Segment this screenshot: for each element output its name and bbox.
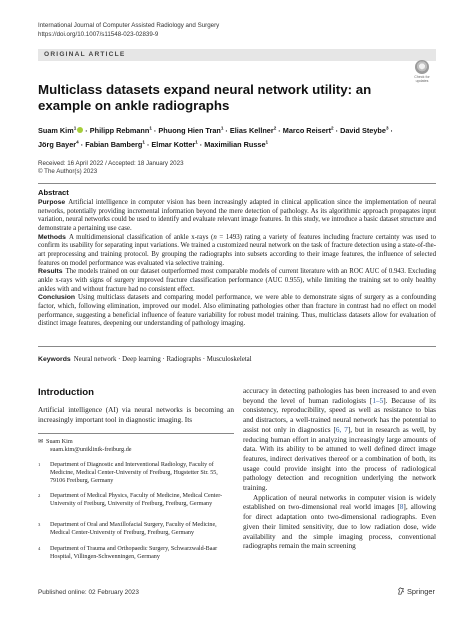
author[interactable]: Suam Kim$^1$ bbox=[38, 126, 83, 135]
affiliation: 4 Department of Trauma and Orthopaedic Surgery, Schwarzwald-Baar Hospital, Villingen-Schwenningen, Germany bbox=[38, 546, 218, 560]
check-updates-icon bbox=[415, 60, 429, 74]
author[interactable]: Maximilian Russe$^1$ bbox=[204, 139, 269, 150]
article-type-bar bbox=[38, 49, 436, 61]
author[interactable]: Elmar Kotter$^1$ bbox=[151, 139, 198, 150]
footnote-divider bbox=[38, 433, 234, 434]
published-online: Published online: 02 February 2023 bbox=[38, 589, 139, 596]
abstract-methods: Methods A multidimensional classification of ankle x-rays (n = 1493) rating a variety of features including fracture certainty was used to confirm its usability for separating input variations. We trained a customized neural network on the task of fracture detection using a state-of-the-art preprocessing and training protocol. By grouping the radiographs into subsets according to their image features, the influence of selected features on model performance was evaluated via selective training. bbox=[38, 233, 436, 267]
abstract-purpose: Purpose Artificial intelligence in computer vision has been increasingly adapted in clinical application since the implementation of neural networks, potentially providing incremental information beyond the mere detection of pathology. As its algorithmic approach propagates input variation, neural networks could be used to identify and evaluate relevant image features. In this study, we introduce a basic dataset structure and demonstrate a pertaining use case. bbox=[38, 199, 436, 232]
springer-horse-icon bbox=[397, 587, 405, 595]
citation-link[interactable]: 8 bbox=[399, 503, 404, 512]
abstract-conclusion: Conclusion Using multiclass datasets and comparing model performance, we were able to demonstrate signs of surgery as a confounding factor, which, following elimination, improved our model. Also eliminating pathologies other than fracture in contrast had no effect on model performance, suggesting a beneficial influence of feature variability for robust model training. Thus, multiclass datasets allow for evaluation of distinct image features, deepening our understanding of pathology imaging. bbox=[38, 294, 436, 328]
author[interactable]: David Steybe$^3$ bbox=[340, 126, 389, 136]
introduction-heading: Introduction bbox=[38, 387, 94, 398]
check-updates-label: Check for updates bbox=[414, 75, 430, 84]
abstract-heading: Abstract bbox=[38, 188, 69, 197]
keywords-text: Neural network · Deep learning · Radiographs · Musculoskeletal bbox=[73, 356, 252, 363]
affiliation: 1 Department of Diagnostic and Interventional Radiology, Faculty of Medicine, Medical Center-University of Freiburg, Hugstetter Str. 55, 79106 Freiburg, Germany bbox=[38, 462, 218, 484]
citation-link[interactable]: 1–5 bbox=[372, 396, 384, 405]
journal-name: International Journal of Computer Assisted Radiology and Surgery bbox=[38, 22, 220, 29]
received-accepted: Received: 16 April 2022 / Accepted: 18 January 2023 bbox=[38, 160, 184, 167]
article-title: Multiclass datasets expand neural network utility: an example on ankle radiographs bbox=[38, 82, 372, 113]
affiliation: 3 Department of Oral and Maxillofacial Surgery, Faculty of Medicine, Medical Center-University of Freiburg, Freiburg, Germany bbox=[38, 522, 217, 536]
envelope-icon: ✉ bbox=[38, 438, 44, 445]
intro-paragraph: accuracy in detecting pathologies has been increased to and even beyond the level of human radiologists [1–5]. Because of its consistency, reproducibility, speed as well as resistance to bias and distractors, a well-trained neural network has the potential to assist not only in diagnostics [6, 7], but in research as well, by reducing human effort in analyzing increasingly large amounts of data. With its ability to be attuned to well defined direct image features, indirect derivatives thereof or a combination of both, its usage could provide insight into the process of radiological pathology detection and recognition underlying the network training. bbox=[243, 387, 436, 493]
publisher-logo bbox=[397, 587, 435, 596]
doi-link[interactable]: https://doi.org/10.1007/s11548-023-02839-9 bbox=[38, 30, 159, 38]
author[interactable]: Marco Reisert$^2$ bbox=[282, 126, 334, 136]
author[interactable]: Philipp Rebmann$^1$ bbox=[89, 126, 152, 136]
journal-header bbox=[38, 22, 219, 39]
author[interactable]: Phuong Hien Tran$^1$ bbox=[158, 126, 224, 136]
correspondence bbox=[38, 438, 234, 454]
author[interactable]: Jörg Bayer$^4$ bbox=[38, 139, 79, 150]
intro-paragraph: Application of neural networks in computer vision is widely established on two-dimensional real world images [8], allowing for direct adaptation onto two-dimensional radiographs. Even given their limited sensitivity, due to low radiation dose, wide availability and the simple imaging process, conventional radiographs remain the main screening bbox=[243, 493, 436, 551]
citation-link[interactable]: 6, 7 bbox=[335, 425, 348, 434]
correspondence-name: Suam Kim bbox=[46, 438, 73, 445]
received-dates bbox=[38, 160, 184, 177]
copyright: © The Author(s) 2023 bbox=[38, 168, 98, 176]
keywords-label: Keywords bbox=[38, 356, 71, 363]
introduction-left-text: Artificial intelligence (AI) via neural networks is becoming an increasingly important tool in diagnostic imaging. Its bbox=[38, 406, 234, 424]
abstract-results: Results The models trained on our dataset outperformed most comparable models of current literature with an ROC AUC of 0.943. Excluding ankle x-rays with signs of surgery improved fracture classification performance (AUC 0.955), while limiting the training set to only healthy ankles with and without fracture had no consistent effect. bbox=[38, 268, 436, 293]
check-for-updates-button[interactable] bbox=[408, 60, 436, 83]
author[interactable]: Fabian Bamberg$^1$ bbox=[85, 139, 145, 150]
introduction-right-column bbox=[243, 387, 436, 552]
orcid-icon[interactable] bbox=[77, 127, 83, 133]
keywords bbox=[38, 356, 436, 363]
abstract-body bbox=[38, 199, 436, 329]
publisher-name: Springer bbox=[407, 587, 435, 596]
affiliation: 2 Department of Medical Physics, Faculty of Medicine, Medical Center-University of Freiburg, University of Freiburg, Freiburg, Germany bbox=[38, 493, 223, 507]
author[interactable]: Elias Kellner$^2$ bbox=[229, 126, 277, 136]
article-type: ORIGINAL ARTICLE bbox=[44, 51, 126, 58]
correspondence-email[interactable]: suam.kim@uniklinik-freiburg.de bbox=[50, 446, 132, 453]
author-list: Suam Kim$^1$ · Philipp Rebmann$^1$ · Phuong Hien Tran$^1$ · Elias Kellner$^2$ · Marco Reisert$^2$ · David Steybe$^3$ · Jörg Bayer$^4$ · Fabian Bamberg$^1$ · Elmar Kotter$^1$ · Maximilian Russe$^1$ bbox=[38, 126, 393, 150]
